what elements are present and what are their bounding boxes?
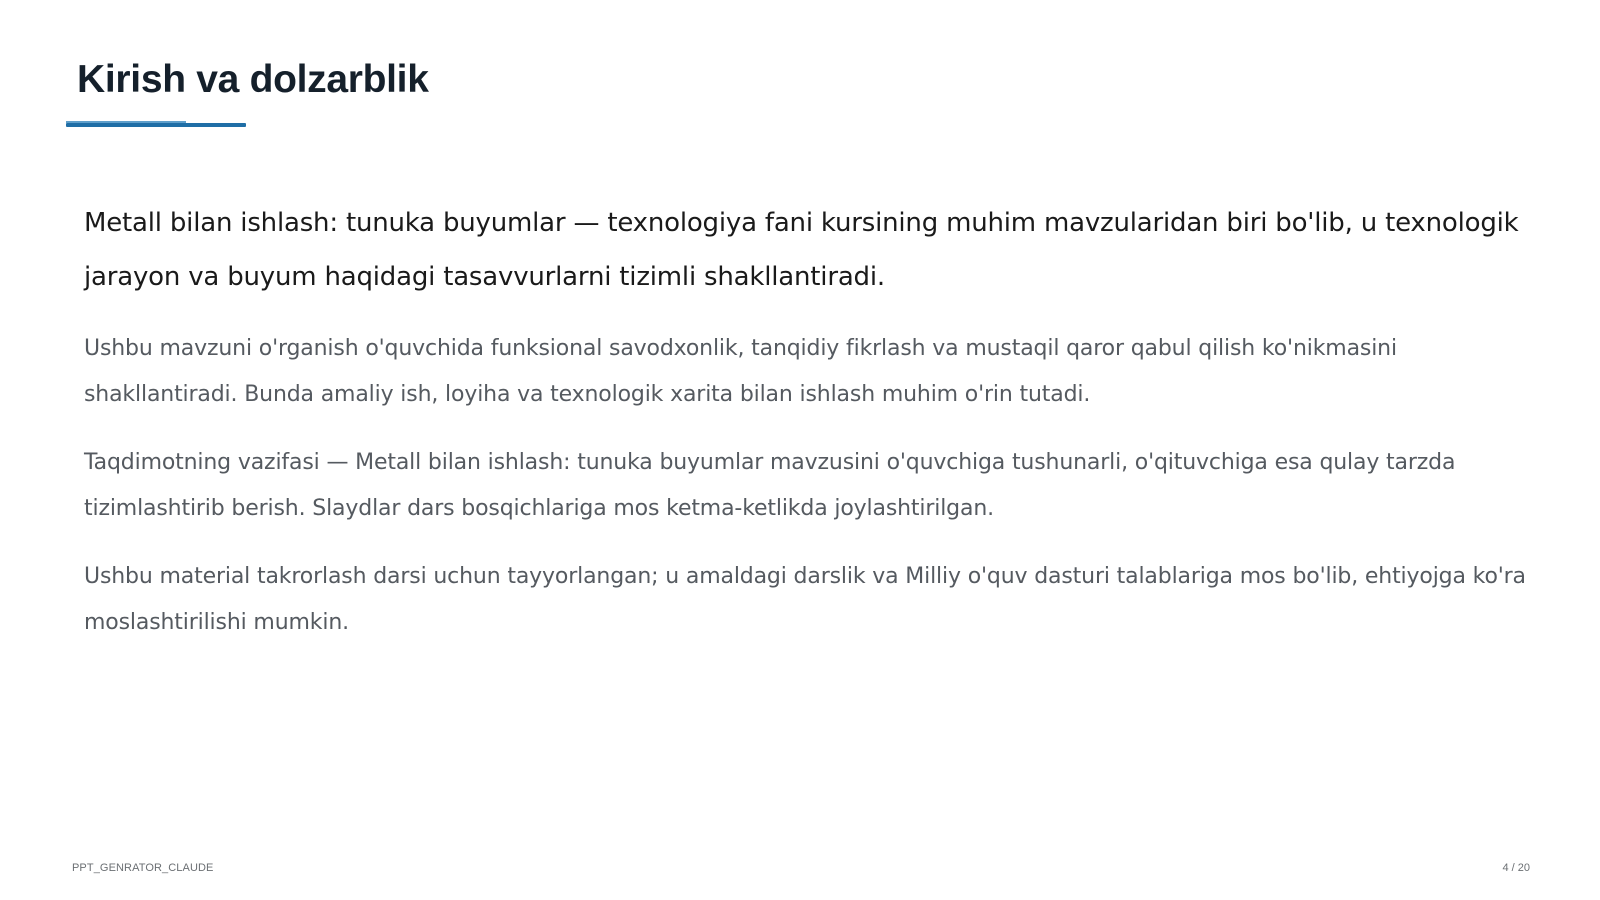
body-paragraph-2: Taqdimotning vazifasi — Metall bilan ishlash: tunuka buyumlar mavzusini o'quvchiga tushunarli, o'qituvchiga esa qulay tarzda tizimlashtirib berish. Slaydlar dars bosqichlariga mos ketma-ketlikda joylashtirilgan.	[84, 450, 1456, 521]
body-paragraph-1: Ushbu mavzuni o'rganish o'quvchida funksional savodxonlik, tanqidiy fikrlash va mustaqil qaror qabul qilish ko'nikmasini shakllantiradi. Bunda amaliy ish, loyiha va texnologik xarita bilan ishlash muhim o'rin tutadi.	[84, 336, 1397, 407]
footer-brand: PPT_GENRATOR_CLAUDE	[72, 862, 214, 874]
body-paragraph-3: Ushbu material takrorlash darsi uchun tayyorlangan; u amaldagi darslik va Milliy o'quv dasturi talablariga mos bo'lib, ehtiyojga ko'ra moslashtirilishi mumkin.	[84, 564, 1526, 635]
page-number: 4 / 20	[1502, 862, 1530, 874]
lead-paragraph: Metall bilan ishlash: tunuka buyumlar — texnologiya fani kursining muhim mavzularidan biri bo'lib, u texnologik jarayon va buyum haqidagi tasavvurlarni tizimli shakllantiradi.	[84, 208, 1519, 292]
slide-content	[84, 196, 1544, 668]
title-underline-accent	[66, 123, 246, 127]
slide-title: Kirish va dolzarblik	[77, 58, 429, 101]
